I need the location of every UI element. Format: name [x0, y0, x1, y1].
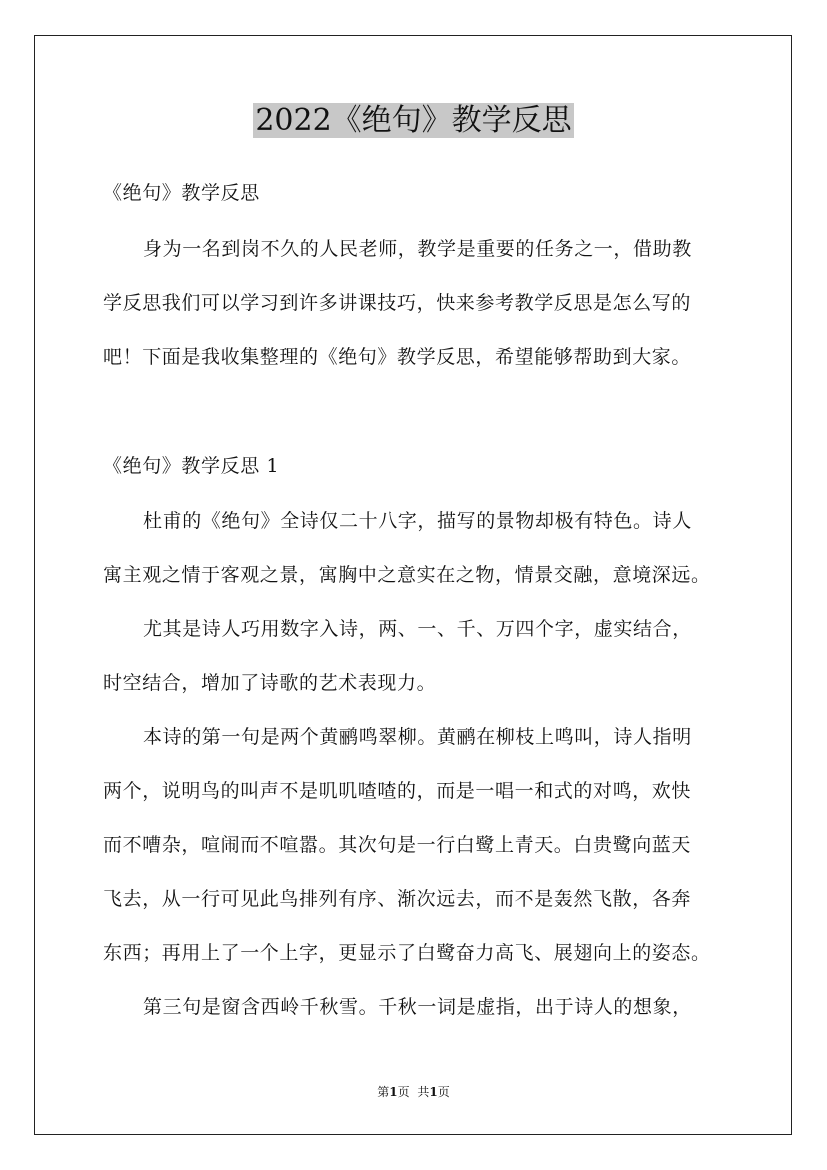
subtitle: 《绝句》教学反思	[103, 182, 260, 204]
intro-line: 身为一名到岗不久的人民老师，教学是重要的任务之一，借助教	[143, 238, 692, 260]
footer-page-prefix: 第	[377, 1085, 390, 1099]
document-title-text: 2022《绝句》教学反思	[255, 103, 572, 138]
footer-page-suffix: 页	[397, 1085, 410, 1099]
footer-total-prefix: 共	[417, 1085, 430, 1099]
body-line: 寓主观之情于客观之景，寓胸中之意实在之物，情景交融，意境深远。	[103, 564, 711, 586]
document-title	[0, 101, 827, 141]
body-line: 飞去，从一行可见此鸟排列有序、渐次远去，而不是轰然飞散，各奔	[103, 888, 692, 910]
body-line: 第三句是窗含西岭千秋雪。千秋一词是虚指，出于诗人的想象，	[143, 996, 692, 1018]
body-line: 尤其是诗人巧用数字入诗，两、一、千、万四个字，虚实结合，	[143, 618, 692, 640]
footer-total-suffix: 页	[437, 1085, 450, 1099]
page-footer	[0, 1083, 827, 1100]
footer-page-number: 1	[389, 1085, 398, 1099]
section-heading: 《绝句》教学反思 1	[103, 455, 280, 477]
body-line: 杜甫的《绝句》全诗仅二十八字，描写的景物却极有特色。诗人	[143, 510, 692, 532]
body-line: 时空结合，增加了诗歌的艺术表现力。	[103, 672, 437, 694]
body-line: 两个，说明鸟的叫声不是叽叽喳喳的，而是一唱一和式的对鸣，欢快	[103, 780, 692, 802]
intro-line: 学反思我们可以学习到许多讲课技巧，快来参考教学反思是怎么写的	[103, 292, 692, 314]
intro-line: 吧！下面是我收集整理的《绝句》教学反思，希望能够帮助到大家。	[103, 346, 692, 368]
body-line: 而不嘈杂，喧闹而不喧嚣。其次句是一行白鹭上青天。白贵鹭向蓝天	[103, 834, 692, 856]
footer-total-number: 1	[429, 1085, 438, 1099]
body-line: 东西；再用上了一个上字，更显示了白鹭奋力高飞、展翅向上的姿态。	[103, 942, 711, 964]
body-line: 本诗的第一句是两个黄鹂鸣翠柳。黄鹂在柳枝上鸣叫，诗人指明	[143, 726, 692, 748]
